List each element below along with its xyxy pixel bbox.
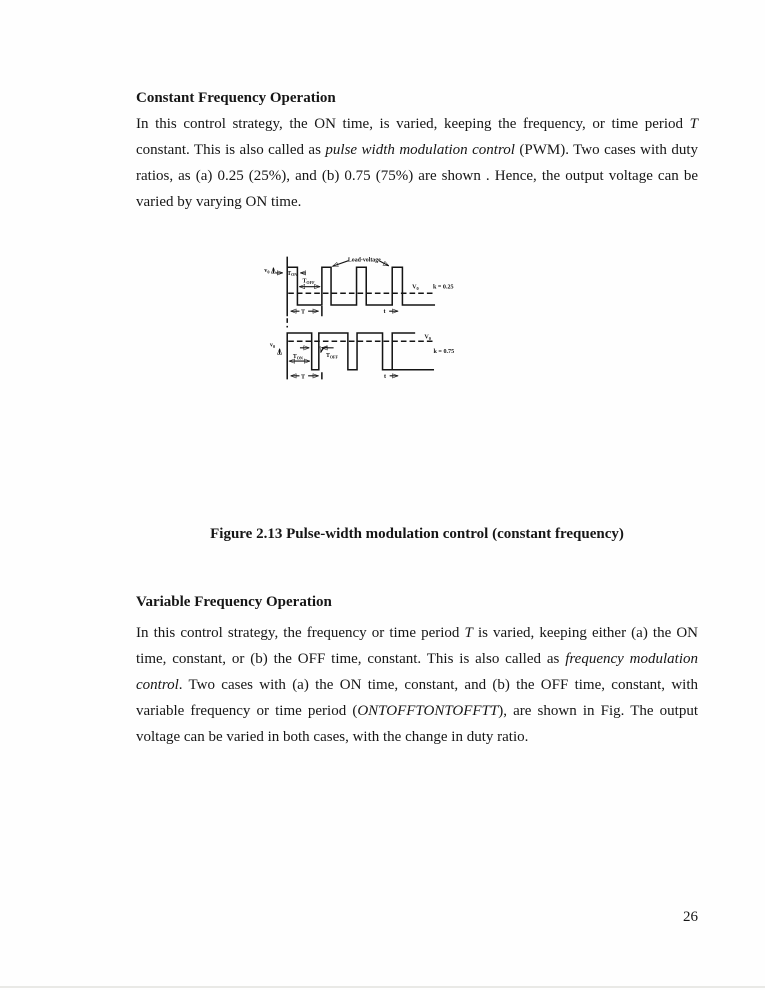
section-heading-constant-frequency: Constant Frequency Operation bbox=[136, 90, 336, 106]
wf1-toff-label: $T_{OFF}$ bbox=[302, 278, 315, 285]
wf1-duty-ratio-label: k = 0.25 bbox=[432, 284, 454, 291]
paragraph-line bbox=[136, 620, 698, 646]
wf1-time-axis-label: t bbox=[383, 309, 386, 316]
text-segment: . Two cases with (a) the ON time, constant, and (b) the OFF time, constant, with bbox=[178, 677, 698, 693]
wf2-time-axis-label: t bbox=[384, 373, 387, 380]
text-segment: In this control strategy, the ON time, is varied, keeping the frequency, or time period bbox=[136, 116, 690, 132]
wf1-average-v0-label: $V_0$ bbox=[412, 284, 419, 292]
paragraph-line bbox=[136, 724, 698, 750]
wf2-duty-ratio-label: k = 0.75 bbox=[433, 348, 455, 355]
italic-text-segment: control bbox=[136, 677, 179, 693]
text-segment: ratios, as (a) 0.25 (25%), and (b) 0.75 (75%) are shown . Hence, the output voltage can be bbox=[136, 168, 698, 184]
wf2-period-label: T bbox=[300, 374, 306, 381]
paragraph-line bbox=[136, 189, 698, 215]
paragraph-line bbox=[136, 137, 698, 163]
wf2-pulse-trace bbox=[287, 333, 415, 379]
italic-text-segment: ONTOFFTONTOFFTT bbox=[357, 703, 499, 719]
paragraph-variable-frequency bbox=[136, 620, 698, 750]
text-segment: voltage can be varied in both cases, with the change in duty ratio. bbox=[136, 729, 529, 745]
wf1-ton-label: $T_{ON}$ bbox=[287, 270, 298, 278]
paragraph-line bbox=[136, 163, 698, 189]
text-segment: variable frequency or time period ( bbox=[136, 703, 358, 719]
wf2-ton-label: $T_{ON}$ bbox=[292, 354, 303, 361]
paragraph-line bbox=[136, 646, 698, 672]
page-bottom-edge bbox=[0, 986, 765, 988]
text-segment: constant. This is also called as bbox=[136, 142, 326, 158]
text-segment: ), are shown in Fig. The output bbox=[498, 703, 698, 719]
page-number: 26 bbox=[683, 909, 698, 925]
italic-text-segment: T bbox=[689, 116, 698, 132]
waveform-duty-075 bbox=[270, 318, 454, 380]
text-segment: (PWM). Two cases with duty bbox=[514, 142, 698, 158]
waveform-duty-025 bbox=[264, 257, 453, 317]
wf1-v0-axis-label: $v_0$ bbox=[264, 267, 270, 275]
text-segment: time, constant, or (b) the OFF time, constant. This is also called as bbox=[136, 651, 566, 667]
section-heading-variable-frequency: Variable Frequency Operation bbox=[136, 594, 332, 610]
text-segment: is varied, keeping either (a) the ON bbox=[472, 625, 699, 641]
wf1-period-label: T bbox=[300, 309, 306, 316]
italic-text-segment: T bbox=[464, 625, 473, 641]
wf2-v0-axis-label: $v_0$ bbox=[269, 342, 276, 349]
paragraph-line bbox=[136, 111, 698, 137]
figure-2-13-diagram bbox=[225, 252, 615, 514]
text-segment: varied by varying ON time. bbox=[136, 194, 302, 210]
paragraph-constant-frequency bbox=[136, 111, 698, 215]
load-voltage-label: Load-voltage bbox=[347, 257, 381, 264]
italic-text-segment: pulse width modulation control bbox=[325, 142, 515, 158]
wf2-toff-label: $T_{OFF}$ bbox=[325, 353, 339, 360]
paragraph-line bbox=[136, 698, 698, 724]
text-segment: In this control strategy, the frequency or time period bbox=[136, 625, 465, 641]
italic-text-segment: frequency modulation bbox=[565, 651, 698, 667]
figure-caption: Figure 2.13 Pulse-width modulation control (constant frequency) bbox=[210, 526, 624, 542]
load-voltage-left-arrow bbox=[333, 261, 349, 267]
paragraph-line bbox=[136, 672, 698, 698]
wf2-average-v0-label: $V_0$ bbox=[424, 334, 431, 342]
